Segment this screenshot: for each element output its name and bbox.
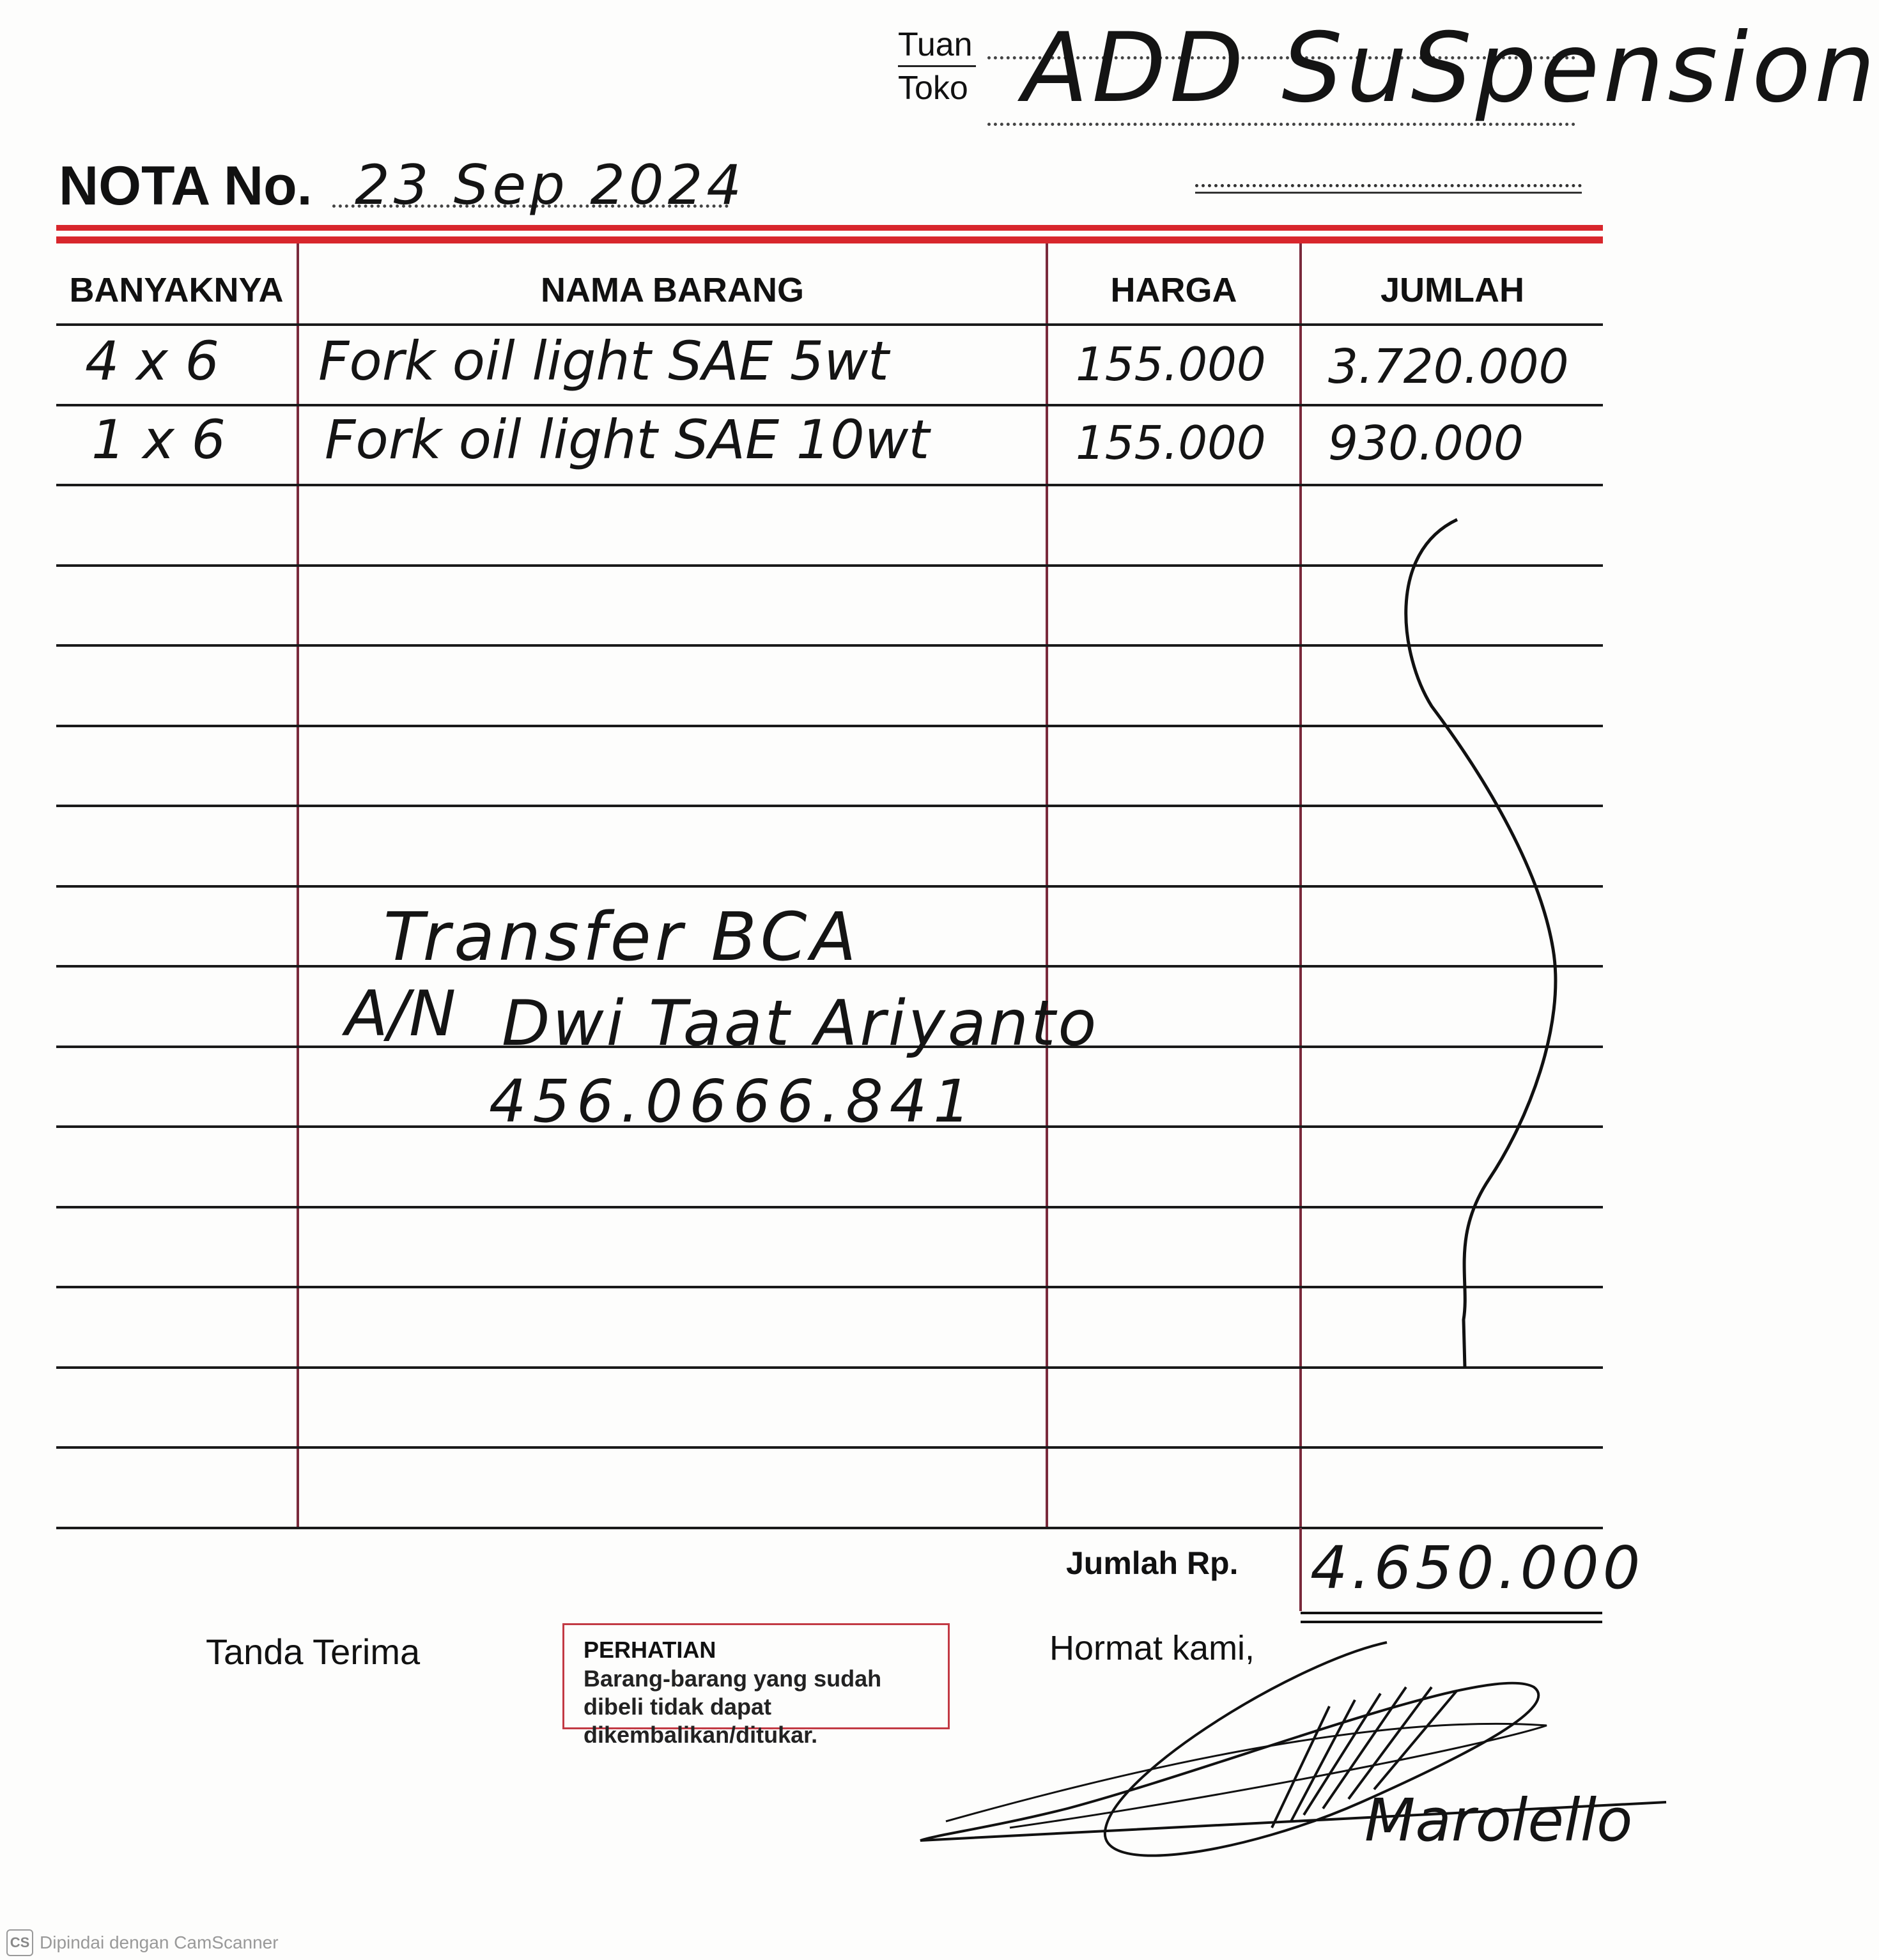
customer-name: ADD SuSpension xyxy=(1023,13,1879,124)
nota-label: NOTA No. xyxy=(59,155,313,217)
row-rule xyxy=(56,1446,1603,1449)
notice-text: Barang-barang yang sudah dibeli tidak dapat dikembalikan/ditukar. xyxy=(584,1665,882,1748)
notice-title: PERHATIAN xyxy=(584,1637,716,1663)
row-item: Fork oil light SAE 10wt xyxy=(325,408,930,471)
receipt-label: Tanda Terima xyxy=(206,1632,421,1672)
header-dotted-line xyxy=(1195,184,1582,187)
total-label: Jumlah Rp. xyxy=(1066,1545,1239,1581)
bracket-scribble xyxy=(1361,514,1572,1371)
total-underline xyxy=(1301,1612,1602,1614)
row-rule xyxy=(56,1527,1603,1529)
header-price: HARGA xyxy=(1110,271,1237,309)
table-row xyxy=(56,408,1603,485)
total-value: 4.650.000 xyxy=(1310,1534,1644,1602)
signer-name: Marolello xyxy=(1365,1786,1633,1855)
row-amount: 3.720.000 xyxy=(1328,339,1569,394)
scanner-watermark xyxy=(6,1930,279,1956)
account-number: 456.0666.841 xyxy=(489,1067,977,1136)
header-qty: BANYAKNYA xyxy=(69,271,284,309)
account-holder: Dwi Taat Ariyanto xyxy=(502,987,1099,1060)
row-qty: 1 x 6 xyxy=(91,408,226,471)
row-amount: 930.000 xyxy=(1328,416,1524,471)
payment-method: Transfer BCA xyxy=(383,898,860,976)
total-underline xyxy=(1301,1621,1602,1623)
red-divider-bottom xyxy=(56,236,1603,243)
row-price: 155.000 xyxy=(1076,337,1266,391)
total-divider xyxy=(1299,1528,1302,1611)
scanner-text: Dipindai dengan CamScanner xyxy=(40,1933,279,1952)
header-rule xyxy=(1195,192,1582,194)
row-item: Fork oil light SAE 5wt xyxy=(318,330,889,392)
tuan-label: Tuan xyxy=(898,26,973,63)
row-price: 155.000 xyxy=(1076,416,1266,470)
camscanner-logo-icon: CS xyxy=(6,1929,33,1956)
header-item: NAMA BARANG xyxy=(541,271,804,309)
label-divider xyxy=(898,65,976,67)
row-rule xyxy=(56,323,1603,326)
nota-date: 23 Sep 2024 xyxy=(355,153,746,217)
regards-label: Hormat kami, xyxy=(1049,1629,1255,1667)
table-row xyxy=(56,330,1603,406)
an-label: A/N xyxy=(345,978,456,1051)
toko-label: Toko xyxy=(898,70,968,107)
row-qty: 4 x 6 xyxy=(85,330,219,392)
red-divider-top xyxy=(56,225,1603,231)
notice-box xyxy=(562,1623,950,1748)
header-amount: JUMLAH xyxy=(1380,271,1524,309)
